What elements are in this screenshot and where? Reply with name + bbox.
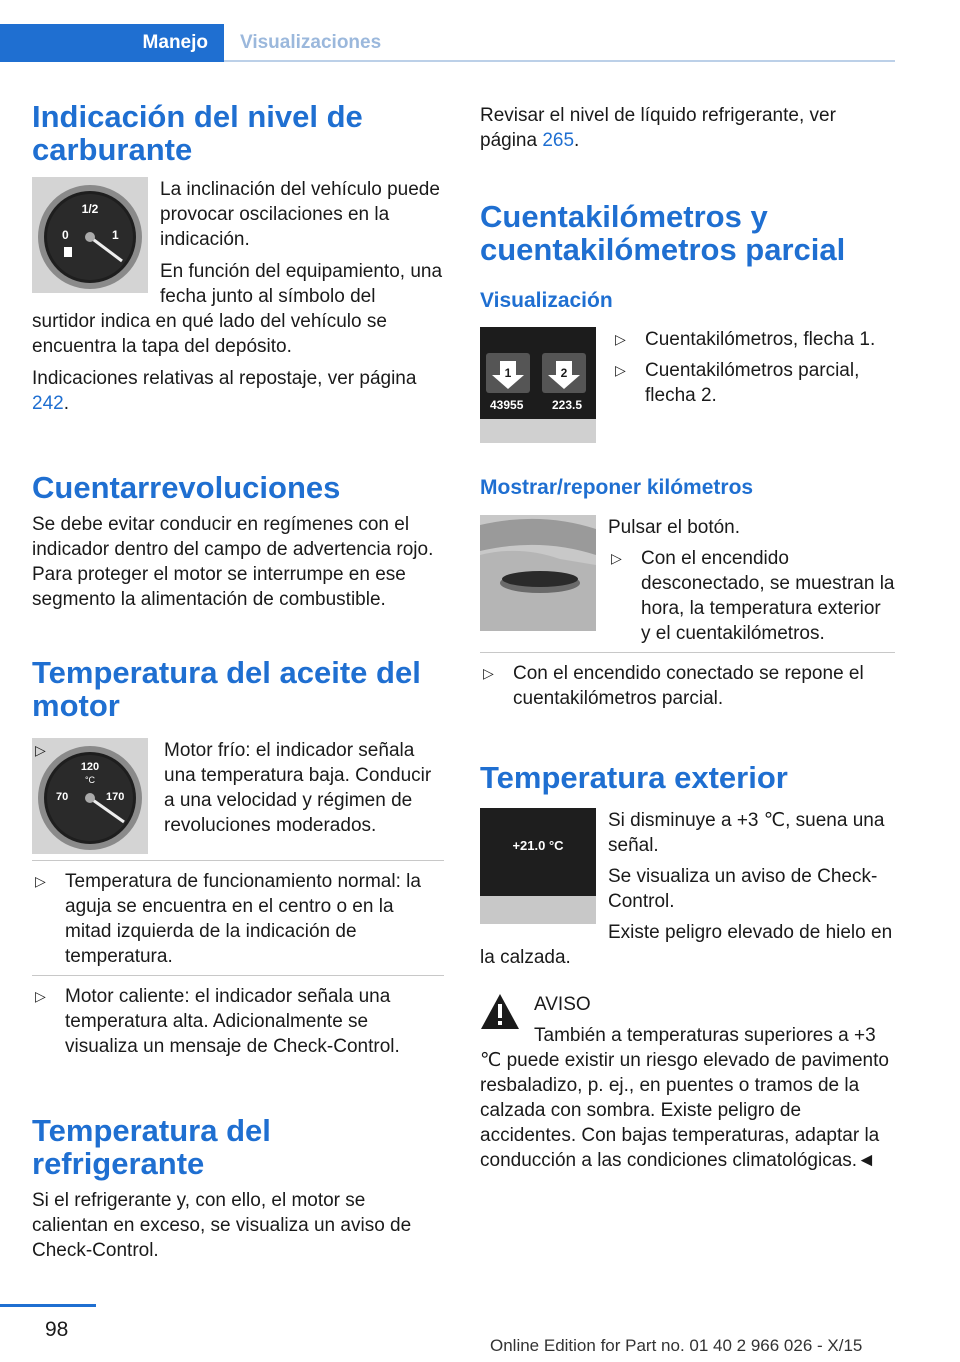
list-item: ▷ Con el encendido conectado se repone el cuentakilómetros parcial. <box>483 663 864 709</box>
list-item: ▷ Con el encendido desconectado, se muestran la hora, la temperatura exterior y el cuentakilómetros. <box>611 548 895 644</box>
fuel-p2: En función del equipamiento, una fecha junto al símbolo del surtidor indica en qué lado del vehículo se encuentra la tapa del depósito. <box>32 261 443 357</box>
oil-gauge-unit: °C <box>84 775 96 785</box>
coolant-p1: Si el refrigerante y, con ello, el motor se calientan en exceso, se visualiza un aviso de Check-Control. <box>32 1190 412 1261</box>
reset-subtitle: Mostrar/reponer kilómetros <box>480 476 754 499</box>
tab-visualizaciones[interactable]: Visualizaciones <box>224 24 895 62</box>
outside-p2: Se visualiza un aviso de Check-Control. <box>608 866 878 912</box>
warning-text: También a temperaturas superiores a +3 ℃ puede existir un riesgo elevado de pavimento resbaladizo, p. ej., en puentes o tramos de la calzada con sombra. Existe peligro de accidentes. Con bajas temperaturas, adaptar la conducción a las condiciones climatológicas.◄ <box>480 1025 889 1171</box>
outside-title: Temperatura exterior <box>480 760 788 795</box>
fuel-title: Indicación del nivel de carburante <box>32 99 363 167</box>
odo-title: Cuentakilómetros y cuentakilómetros parcial <box>480 199 846 267</box>
oil-gauge-mid: 120 <box>80 761 100 773</box>
fuel-gauge-image <box>32 177 148 293</box>
outside-p3: Existe peligro elevado de hielo en la calzada. <box>480 922 893 968</box>
right-column <box>480 103 895 1173</box>
page-number: 98 <box>45 1318 69 1341</box>
rev-p1: Se debe evitar conducir en regímenes con el indicador dentro del campo de advertencia rojo. Para proteger el motor se interrumpe en ese segmento la alimentación de combustible. <box>32 514 434 610</box>
warning-title: AVISO <box>534 994 591 1015</box>
fuel-gauge-zero: 0 <box>62 228 69 242</box>
odo-subtitle: Visualización <box>480 289 613 312</box>
fuel-p1: La inclinación del vehículo puede provocar oscilaciones en la indicación. <box>160 179 440 250</box>
page-link-265[interactable]: 265 <box>542 130 575 151</box>
edition-note: Online Edition for Part no. 01 40 2 966 026 - X/15 <box>490 1336 863 1355</box>
reset-list <box>608 546 895 646</box>
oil-list-2 <box>32 869 444 969</box>
fuel-gauge-half: 1/2 <box>81 202 99 216</box>
footer-rule <box>0 1304 96 1307</box>
odo-list <box>612 327 895 408</box>
outside-temp-image <box>480 808 596 924</box>
tab-manejo[interactable]: Manejo <box>0 24 224 62</box>
list-item: ▷ Cuentakilómetros parcial, flecha 2. <box>615 360 860 406</box>
oil-title: Temperatura del aceite del motor <box>32 655 421 723</box>
oil-gauge-high: 170 <box>106 791 125 803</box>
oil-gauge-low: 70 <box>56 791 69 803</box>
list-item: ▷ Temperatura de funcionamiento normal: la aguja se encuentra en el centro o en la mitad izquierda de la indicación de temperatura. <box>35 871 421 967</box>
reset-list-2 <box>480 661 895 711</box>
page-link-242[interactable]: 242 <box>32 393 64 414</box>
outside-p1: Si disminuye a +3 ℃, suena una señal. <box>608 810 885 856</box>
coolant-intro: Revisar el nivel de líquido refrigerante, ver página 265. <box>480 105 836 151</box>
left-column <box>32 100 444 1263</box>
odo-total: 43955 <box>490 398 524 412</box>
warning-icon <box>480 992 520 1032</box>
list-item: ▷ Cuentakilómetros, flecha 1. <box>615 329 876 350</box>
reset-button-image <box>480 515 596 631</box>
odo-trip: 223.5 <box>552 398 583 412</box>
fuel-gauge-one: 1 <box>112 228 119 242</box>
oil-list-3 <box>32 984 444 1059</box>
outside-temp-readout: +21.0 °C <box>512 838 564 853</box>
odo-arrow2-label: 2 <box>560 366 568 380</box>
odo-arrow1-label: 1 <box>504 366 512 380</box>
oil-list <box>32 738 444 838</box>
list-item: ▷ Motor caliente: el indicador señala una temperatura alta. Adicionalmente se visualiza un mensaje de Check-Control. <box>35 986 400 1057</box>
rev-title: Cuentarrevoluciones <box>32 470 341 505</box>
fuel-p3: Indicaciones relativas al repostaje, ver página 242. <box>32 368 417 414</box>
coolant-title: Temperatura del refrigerante <box>32 1113 271 1181</box>
list-item: ▷ Motor frío: el indicador señala una temperatura baja. Conducir a una velocidad y régimen de revoluciones moderados. <box>35 740 432 836</box>
odometer-image <box>480 327 596 443</box>
reset-p1: Pulsar el botón. <box>608 517 741 538</box>
